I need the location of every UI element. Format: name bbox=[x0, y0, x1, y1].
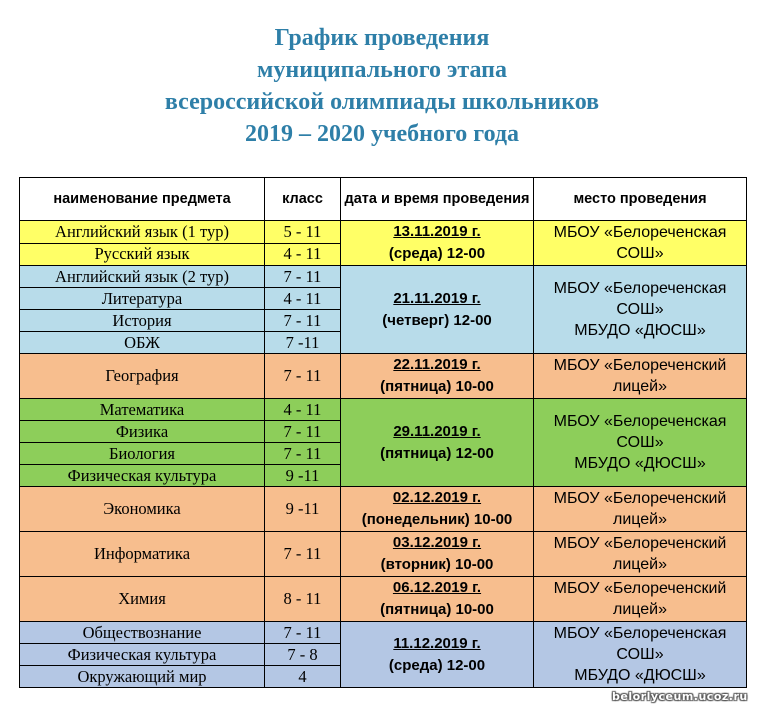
class-cell: 9 -11 bbox=[265, 487, 341, 532]
place-cell bbox=[534, 577, 747, 622]
subject-cell: Английский язык (2 тур) bbox=[20, 266, 265, 288]
class-cell: 4 - 11 bbox=[265, 399, 341, 421]
header-subject: наименование предмета bbox=[20, 178, 265, 221]
table-row bbox=[20, 266, 747, 288]
title-line-1: График проведения bbox=[274, 25, 490, 51]
class-cell: 7 - 11 bbox=[265, 310, 341, 332]
place-cell bbox=[534, 532, 747, 577]
class-cell: 4 bbox=[265, 666, 341, 688]
place-line: МБОУ «Белореченский bbox=[553, 490, 727, 507]
subject-cell: Английский язык (1 тур) bbox=[20, 221, 265, 244]
date-text: 03.12.2019 г. bbox=[392, 534, 482, 551]
subject-cell: ОБЖ bbox=[20, 332, 265, 354]
date-text: 29.11.2019 г. bbox=[393, 422, 481, 440]
place-cell bbox=[534, 622, 747, 688]
class-cell: 9 -11 bbox=[265, 465, 341, 487]
place-line: МБУДО «ДЮСШ» bbox=[574, 667, 706, 684]
class-cell: 7 - 11 bbox=[265, 532, 341, 577]
time-text: (пятница) 10-00 bbox=[380, 378, 494, 395]
class-cell: 7 - 8 bbox=[265, 644, 341, 666]
class-cell: 8 - 11 bbox=[265, 577, 341, 622]
date-text: 13.11.2019 г. bbox=[393, 223, 481, 240]
place-line: МБОУ «Белореченская bbox=[553, 224, 727, 241]
place-line: лицей» bbox=[613, 511, 667, 528]
date-cell bbox=[341, 354, 534, 399]
title-line-3: всероссийской олимпиады школьников bbox=[164, 89, 600, 115]
table-row bbox=[20, 399, 747, 421]
header-class: класс bbox=[265, 178, 341, 221]
date-text: 22.11.2019 г. bbox=[393, 356, 481, 373]
place-line: МБОУ «Белореченская bbox=[553, 413, 727, 430]
title-line-4: 2019 – 2020 учебного года bbox=[244, 121, 520, 147]
subject-cell: Физическая культура bbox=[20, 644, 265, 666]
place-line: СОШ» bbox=[616, 434, 664, 451]
subject-cell: Литература bbox=[20, 288, 265, 310]
table-row bbox=[20, 487, 747, 532]
subject-cell: Физика bbox=[20, 421, 265, 443]
class-cell: 7 - 11 bbox=[265, 421, 341, 443]
time-text: (вторник) 10-00 bbox=[380, 556, 494, 573]
place-cell bbox=[534, 354, 747, 399]
place-line: МБОУ «Белореченский bbox=[553, 580, 727, 597]
class-cell: 7 - 11 bbox=[265, 266, 341, 288]
place-cell bbox=[534, 266, 747, 354]
place-cell bbox=[534, 399, 747, 487]
class-cell: 7 - 11 bbox=[265, 354, 341, 399]
place-line: СОШ» bbox=[616, 646, 664, 663]
place-line: МБУДО «ДЮСШ» bbox=[574, 455, 706, 472]
header-place: место проведения bbox=[534, 178, 747, 221]
date-cell bbox=[341, 266, 534, 354]
place-line: МБОУ «Белореченская bbox=[553, 280, 727, 297]
class-cell: 7 - 11 bbox=[265, 443, 341, 465]
class-cell: 4 - 11 bbox=[265, 288, 341, 310]
schedule-table bbox=[19, 177, 747, 688]
table-row bbox=[20, 622, 747, 644]
subject-cell: Информатика bbox=[20, 532, 265, 577]
date-cell bbox=[341, 532, 534, 577]
date-cell bbox=[341, 399, 534, 487]
date-text: 11.12.2019 г. bbox=[393, 634, 481, 652]
place-line: лицей» bbox=[613, 556, 667, 573]
table-row bbox=[20, 354, 747, 399]
date-text: 21.11.2019 г. bbox=[393, 289, 481, 307]
time-text: (четверг) 12-00 bbox=[382, 311, 492, 329]
time-text: (понедельник) 10-00 bbox=[361, 511, 513, 528]
table-header-row bbox=[20, 178, 747, 221]
subject-cell: Русский язык bbox=[20, 243, 265, 266]
class-cell: 7 -11 bbox=[265, 332, 341, 354]
place-line: МБУДО «ДЮСШ» bbox=[574, 322, 706, 339]
date-cell bbox=[341, 622, 534, 688]
subject-cell: Экономика bbox=[20, 487, 265, 532]
title-line-2: муниципального этапа bbox=[257, 57, 507, 83]
place-line: лицей» bbox=[613, 601, 667, 618]
subject-cell: Окружающий мир bbox=[20, 666, 265, 688]
class-cell: 7 - 11 bbox=[265, 622, 341, 644]
time-text: (среда) 12-00 bbox=[388, 245, 486, 262]
place-line: МБОУ «Белореченский bbox=[553, 535, 727, 552]
date-cell bbox=[341, 577, 534, 622]
subject-cell: История bbox=[20, 310, 265, 332]
place-line: СОШ» bbox=[616, 245, 664, 262]
subject-cell: Химия bbox=[20, 577, 265, 622]
class-cell: 5 - 11 bbox=[265, 221, 341, 244]
time-text: (среда) 12-00 bbox=[388, 656, 486, 674]
table-row bbox=[20, 532, 747, 577]
header-date: дата и время проведения bbox=[341, 178, 534, 221]
time-text: (пятница) 12-00 bbox=[380, 444, 494, 462]
place-line: лицей» bbox=[613, 378, 667, 395]
table-row bbox=[20, 577, 747, 622]
date-cell bbox=[341, 221, 534, 266]
place-line: МБОУ «Белореченский bbox=[553, 357, 727, 374]
subject-cell: Физическая культура bbox=[20, 465, 265, 487]
place-cell bbox=[534, 221, 747, 266]
subject-cell: География bbox=[20, 354, 265, 399]
page-title bbox=[0, 22, 764, 150]
subject-cell: Математика bbox=[20, 399, 265, 421]
place-line: СОШ» bbox=[616, 301, 664, 318]
time-text: (пятница) 10-00 bbox=[380, 601, 494, 618]
table-row bbox=[20, 221, 747, 244]
date-text: 02.12.2019 г. bbox=[392, 489, 482, 506]
class-cell: 4 - 11 bbox=[265, 243, 341, 266]
site-watermark: belorlyceum.ucoz.ru bbox=[612, 690, 748, 703]
subject-cell: Обществознание bbox=[20, 622, 265, 644]
date-cell bbox=[341, 487, 534, 532]
place-line: МБОУ «Белореченская bbox=[553, 625, 727, 642]
date-text: 06.12.2019 г. bbox=[392, 579, 482, 596]
place-cell bbox=[534, 487, 747, 532]
subject-cell: Биология bbox=[20, 443, 265, 465]
